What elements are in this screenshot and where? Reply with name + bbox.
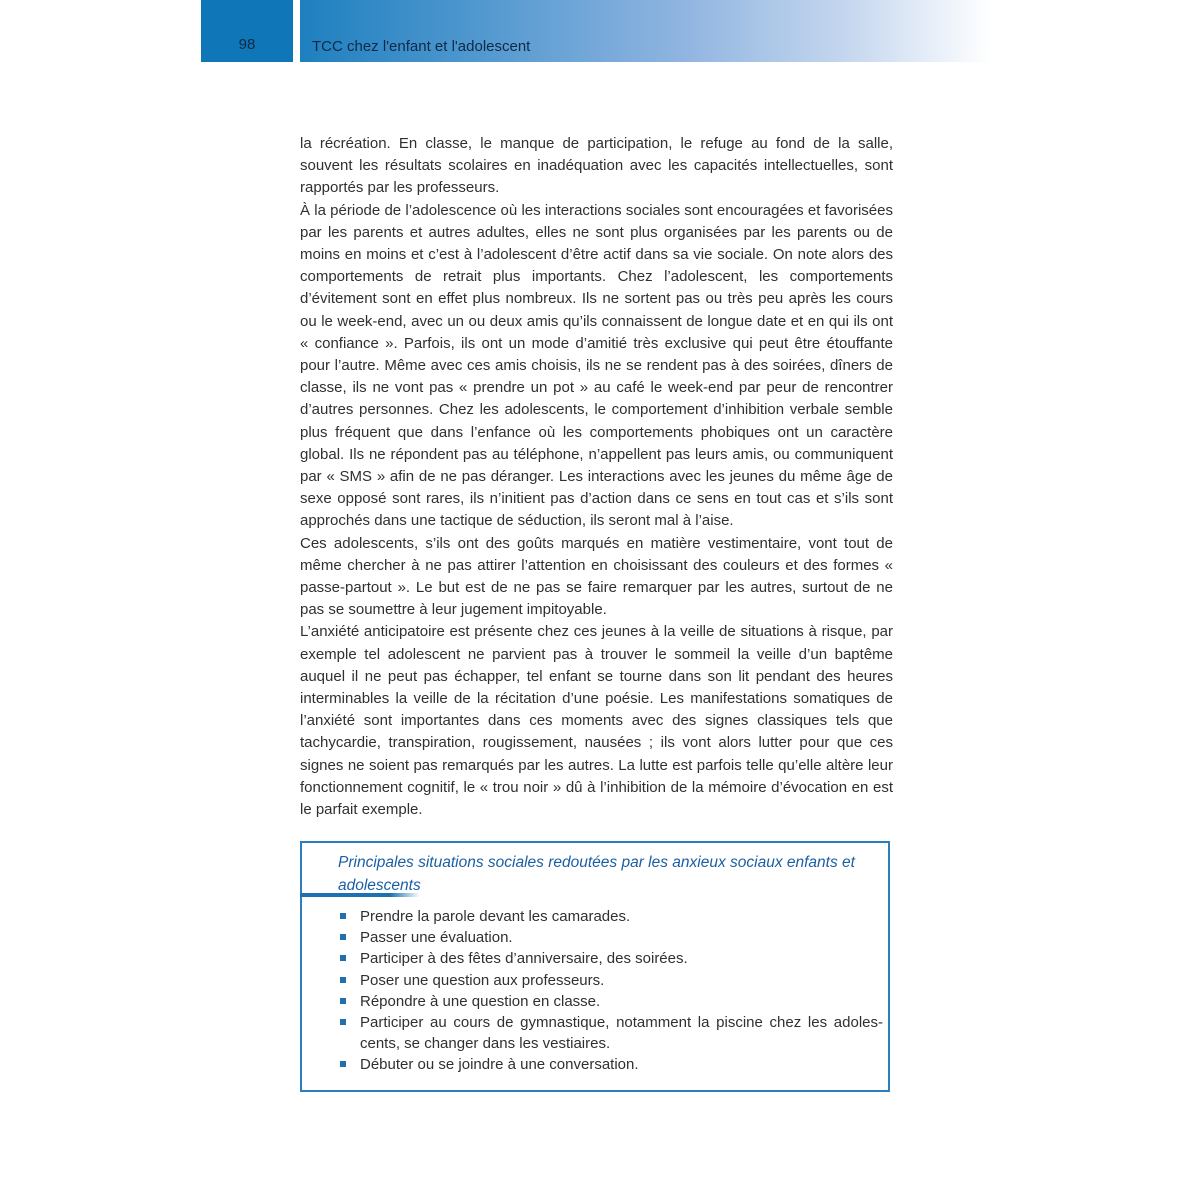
header-divider xyxy=(293,0,300,62)
list-item xyxy=(338,970,883,991)
list-item xyxy=(338,1054,883,1075)
body-text xyxy=(300,133,893,821)
page-number-block xyxy=(201,0,293,62)
page-header xyxy=(201,0,991,62)
list-item-text: Répondre à une question en classe. xyxy=(360,992,601,1010)
list-item-text: Participer à des fêtes d’anniversaire, des soirées. xyxy=(360,950,688,968)
square-bullet-icon xyxy=(340,934,346,940)
list-item-text: Débuter ou se joindre à une conversation. xyxy=(360,1056,639,1074)
list-item-text: Participer au cours de gymnastique, notamment la piscine chez les adoles-cents, se changer dans les vestiaires. xyxy=(360,1014,883,1053)
list-item-text: Poser une question aux professeurs. xyxy=(360,971,605,989)
paragraph: Ces adolescents, s’ils ont des goûts marqués en matière vestimentaire, vont tout de même chercher à ne pas attirer l’attention en choisissant des couleurs et des formes « passe-partout ». Le but est de ne pas se faire remarquer par les autres, surtout de ne pas se soumettre à leur jugement impitoyable. xyxy=(300,534,893,619)
list-item xyxy=(338,991,883,1012)
page-number: 98 xyxy=(238,36,256,53)
list-item xyxy=(338,1012,883,1054)
paragraph: L’anxiété anticipatoire est présente chez ces jeunes à la veille de situations à risque, par exemple tel adolescent ne parvient pas à trouver le sommeil la veille d’un baptême auquel il ne peut pas échapper, tel enfant se tourne dans son lit pendant des heures interminables la veille de la récitation d’une poésie. Les manifestations somatiques de l’anxiété sont importantes dans ces moments avec des signes classiques tels que tachycardie, transpiration, rougissement, nausées ; ils vont alors lutter pour que ces signes ne soient pas remarqués par les autres. La lutte est parfois telle qu’elle altère leur fonctionnement cognitif, le « trou noir » dû à l’inhibition de la mémoire d’évocation en est le parfait exemple. xyxy=(300,623,893,819)
highlight-box xyxy=(300,841,890,1092)
box-title: Principales situations sociales redoutées par les anxieux sociaux enfants et adolescents xyxy=(338,854,855,894)
list-item-text: Passer une évaluation. xyxy=(360,929,513,947)
running-head-band xyxy=(300,0,991,62)
list-item xyxy=(338,906,883,927)
list-item xyxy=(338,927,883,948)
square-bullet-icon xyxy=(340,1019,346,1025)
square-bullet-icon xyxy=(340,1061,346,1067)
box-title-rule xyxy=(300,893,420,897)
square-bullet-icon xyxy=(340,913,346,919)
paragraph: la récréation. En classe, le manque de participation, le refuge au fond de la salle, souvent les résultats scolaires en inadéquation avec les capacités intellectuelles, sont rapportés par les professeurs. xyxy=(300,135,893,197)
situations-list xyxy=(338,906,883,1076)
running-head-title: TCC chez l'enfant et l'adolescent xyxy=(312,38,531,55)
square-bullet-icon xyxy=(340,955,346,961)
square-bullet-icon xyxy=(340,977,346,983)
square-bullet-icon xyxy=(340,998,346,1004)
list-item xyxy=(338,948,883,969)
list-item-text: Prendre la parole devant les camarades. xyxy=(360,908,631,925)
paragraph: À la période de l’adolescence où les interactions sociales sont encouragées et favorisées par les parents et autres adultes, elles ne sont plus organisées par les parents ou de moins en moins et c’est à l’adolescent d’être actif dans sa vie sociale. On note alors des comportements de retrait plus importants. Chez l’adolescent, les comportements d’évitement sont en effet plus nombreux. Ils ne sortent pas ou très peu après les cours ou le week-end, avec un ou deux amis qu’ils connaissent de longue date et en qui ils ont « confiance ». Parfois, ils ont un mode d’amitié très exclusive qui peut être étouffante pour l’autre. Même avec ces amis choisis, ils ne se rendent pas à des soirées, dîners de classe, ils ne vont pas « prendre un pot » au café le week-end par peur de rencontrer d’autres personnes. Chez les adolescents, le comportement d’inhibition verbale semble plus fréquent que dans l’enfance où les comportements phobiques ont un caractère global. Ils ne répondent pas au téléphone, n’appellent pas leurs amis, ou communiquent par « SMS » afin de ne pas déranger. Les interactions avec les jeunes du même âge de sexe opposé sont rares, ils n’initient pas d’action dans ce sens en tout cas et s’ils sont approchés dans une tactique de séduction, ils seront mal à l’aise. xyxy=(300,201,893,530)
